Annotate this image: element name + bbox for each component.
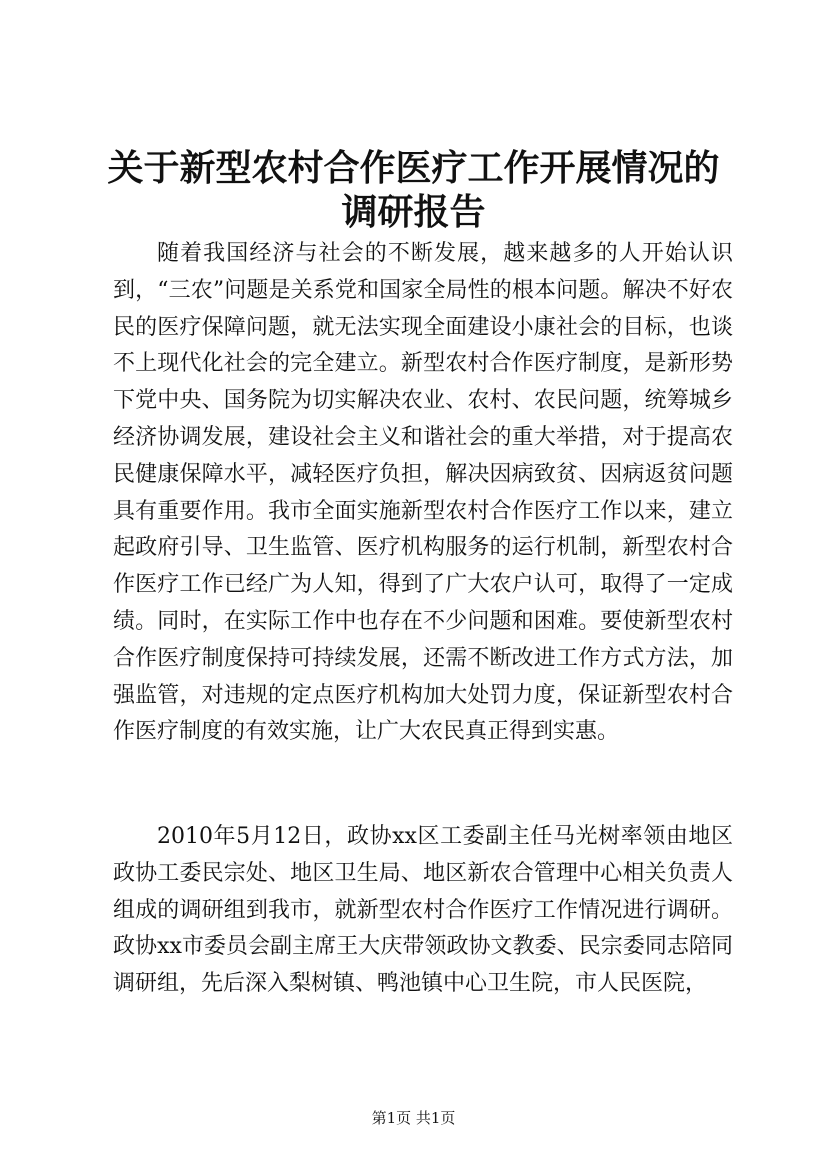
page-footer: 第1页 共1页	[371, 1109, 456, 1127]
document-title: 关于新型农村合作医疗工作开展情况的调研报告	[107, 147, 720, 233]
paragraph-1: 随着我国经济与社会的不断发展，越来越多的人开始认识到，“三农”问题是关系党和国家全局性的根本问题。解决不好农民的医疗保障问题，就无法实现全面建设小康社会的目标，也谈不上现代化社会的完全建立。新型农村合作医疗制度，是新形势下党中央、国务院为切实解决农业、农村、农民问题，统筹城乡经济协调发展，建设社会主义和谐社会的重大举措，对于提高农民健康保障水平，减轻医疗负担，解决因病致贫、因病返贫问题具有重要作用。我市全面实施新型农村合作医疗工作以来，建立起政府引导、卫生监管、医疗机构服务的运行机制，新型农村合作医疗工作已经广为人知，得到了广大农户认可，取得了一定成绩。同时，在实际工作中也存在不少问题和困难。要使新型农村合作医疗制度保持可持续发展，还需不断改进工作方式方法，加强监管，对违规的定点医疗机构加大处罚力度，保证新型农村合作医疗制度的有效实施，让广大农民真正得到实惠。	[113, 241, 733, 745]
paragraph-2: 2010年5月12日，政协xx区工委副主任马光树率领由地区政协工委民宗处、地区卫生局、地区新农合管理中心相关负责人组成的调研组到我市，就新型农村合作医疗工作情况进行调研。政协xx市委员会副主席王大庆带领政协文教委、民宗委同志陪同调研组，先后深入梨树镇、鸭池镇中心卫生院，市人民医院，	[113, 824, 733, 997]
